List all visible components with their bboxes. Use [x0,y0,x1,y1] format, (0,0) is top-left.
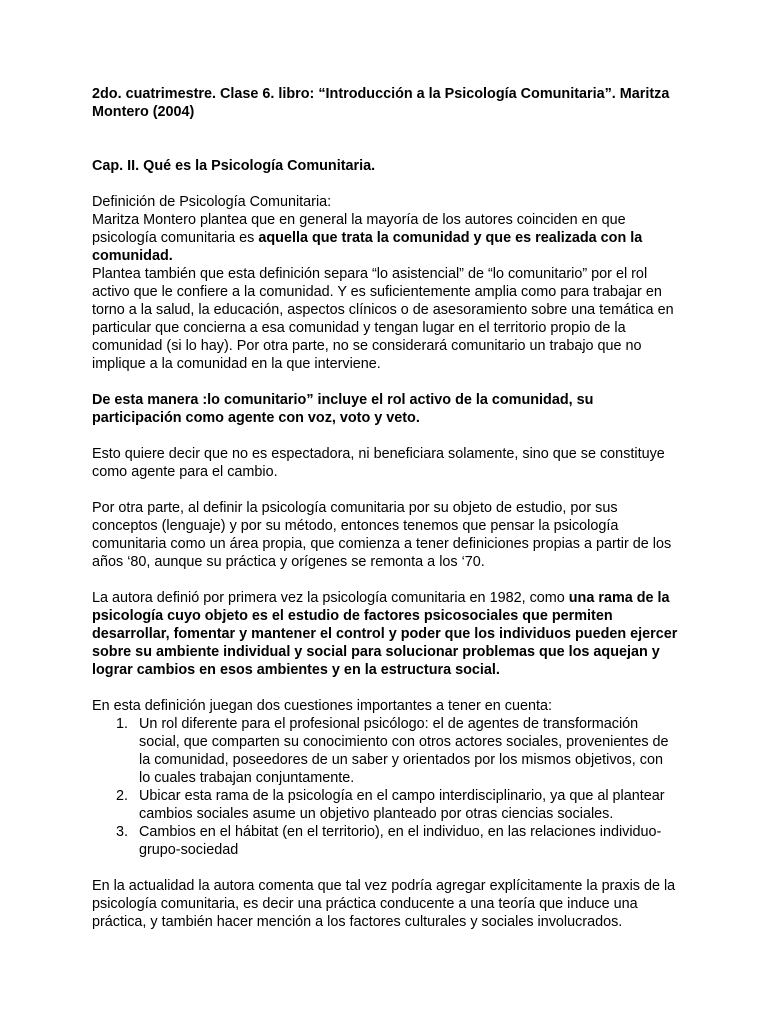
list-item-text: Ubicar esta rama de la psicología en el campo interdisciplinario, ya que al plantear cambios sociales asume un objetivo planteado por otras ciencias sociales. [139,788,665,822]
paragraph-agent: Esto quiere decir que no es espectadora, ni beneficiara solamente, sino que se constituye como agente para el cambio. [92,446,665,480]
list-item-text: Cambios en el hábitat (en el territorio), en el individuo, en las relaciones individuo-grupo-sociedad [139,824,662,858]
paragraph-1982-text: La autora definió por primera vez la psicología comunitaria en 1982, como [92,590,569,606]
paragraph-1982-bold: una rama de la psicología cuyo objeto es el estudio de factores psicosociales que permiten desarrollar, fomentar y mantener el control y poder que los individuos pueden ejercer sobre su ambiente individual y social para solucionar problemas que los aquejan y lograr cambios en esos ambientes y en la estructura social. [92,590,678,678]
paragraph-definition-bold: aquella que trata la comunidad y que es realizada con la comunidad. [92,230,643,264]
paragraph-praxis: En la actualidad la autora comenta que tal vez podría agregar explícitamente la praxis de la psicología comunitaria, es decir una práctica conducente a una teoría que induce una práctica, y también hacer mención a los factores culturales y sociales involucrados. [92,878,676,930]
document-page [92,85,678,931]
list-item-number: 1. [116,716,129,732]
paragraph-active-role: De esta manera :lo comunitario” incluye el rol activo de la comunidad, su participación como agente con voz, voto y veto. [92,392,594,426]
paragraph-object-of-study: Por otra parte, al definir la psicología comunitaria por su objeto de estudio, por sus conceptos (lenguaje) y por su método, entonces tenemos que pensar la psicología comunitaria como un área propia, que comienza a tener definiciones propias a partir de los años ‘80, aunque su práctica y orígenes se remonta a los ‘70. [92,500,672,570]
list-intro: En esta definición juegan dos cuestiones importantes a tener en cuenta: [92,698,553,714]
paragraph-assistance: Plantea también que esta definición separa “lo asistencial” de “lo comunitario” por el rol activo que le confiere a la comunidad. Y es suficientemente amplia como para trabajar en torno a la salud, la educación, aspectos clínicos o de asesoramiento sobre una temática en particular que concierna a esa comunidad y tengan lugar en el territorio propio de la comunidad (si lo hay). Por otra parte, no se considerará comunitario un trabajo que no implique a la comunidad en la que interviene. [92,266,674,372]
numbered-list [92,715,678,859]
document-header: 2do. cuatrimestre. Clase 6. libro: “Introducción a la Psicología Comunitaria”. Maritza Montero (2004) [92,86,670,120]
list-item-number: 3. [116,824,129,840]
list-item-text: Un rol diferente para el profesional psicólogo: el de agentes de transformación social, que comparten su conocimiento con otros actores sociales, provenientes de la comunidad, poseedores de un saber y orientados por los mismos objetivos, con lo cuales trabajan conjuntamente. [139,716,669,786]
list-item [92,715,678,787]
list-item-number: 2. [116,788,129,804]
list-item [92,823,678,859]
paragraph-1982-definition [92,589,678,679]
chapter-title: Cap. II. Qué es la Psicología Comunitaria. [92,158,376,174]
list-item [92,787,678,823]
paragraph-definition-text: Maritza Montero plantea que en general la mayoría de los autores coinciden en que psicología comunitaria es [92,212,626,246]
paragraph-definition [92,211,678,265]
definition-heading: Definición de Psicología Comunitaria: [92,194,332,210]
